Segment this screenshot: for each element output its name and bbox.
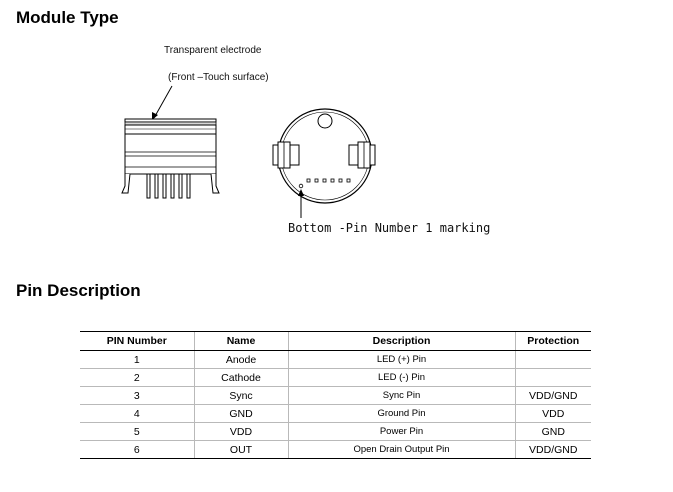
pin-number-cell: 1 [80,351,194,369]
electrode-label: Transparent electrode [164,45,262,56]
pin-description-cell: Power Pin [288,423,515,441]
pin-description-table [80,331,591,459]
pin-name-cell: Sync [194,387,288,405]
pin-description-cell: Ground Pin [288,405,515,423]
pin-number-cell: 2 [80,369,194,387]
header-protection: Protection [515,332,591,351]
pin-protection-cell [515,351,591,369]
pin-name-cell: Anode [194,351,288,369]
pin-description-cell: Open Drain Output Pin [288,441,515,459]
pin-description-cell: LED (-) Pin [288,369,515,387]
pin-name-cell: OUT [194,441,288,459]
table-row [80,405,591,423]
front-surface-label: (Front –Touch surface) [168,72,269,83]
pin-number-cell: 6 [80,441,194,459]
pin1-marking-label: Bottom -Pin Number 1 marking [288,221,491,235]
pin-name-cell: GND [194,405,288,423]
pin-protection-cell: GND [515,423,591,441]
pin-number-cell: 4 [80,405,194,423]
pin-number-cell: 3 [80,387,194,405]
pin-protection-cell [515,369,591,387]
module-side-view-drawing [108,82,238,202]
pin-protection-cell: VDD [515,405,591,423]
pin-number-cell: 5 [80,423,194,441]
pin-description-heading: Pin Description [16,281,141,300]
table-header-row [80,332,591,351]
pin-description-cell: LED (+) Pin [288,351,515,369]
table-row [80,423,591,441]
table-row [80,387,591,405]
pin-name-cell: Cathode [194,369,288,387]
table-row [80,369,591,387]
header-pin-number: PIN Number [80,332,194,351]
table-row [80,441,591,459]
pin-description-cell: Sync Pin [288,387,515,405]
pin-protection-cell: VDD/GND [515,387,591,405]
table-row [80,351,591,369]
header-description: Description [288,332,515,351]
module-bottom-view-drawing [270,100,380,225]
header-name: Name [194,332,288,351]
pin-protection-cell: VDD/GND [515,441,591,459]
pin-name-cell: VDD [194,423,288,441]
module-type-heading: Module Type [16,8,119,27]
